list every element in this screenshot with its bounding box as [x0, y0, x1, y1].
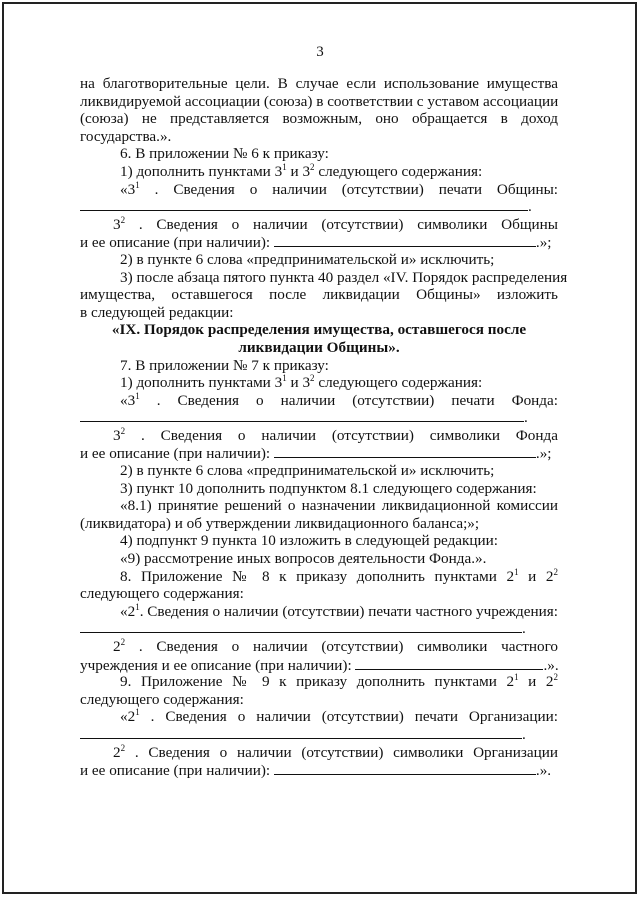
blank-field — [80, 726, 522, 739]
text: «2 — [120, 708, 136, 726]
text-line: в следующей редакции: — [80, 303, 234, 321]
text-line: 6. В приложении № 6 к приказу: — [120, 145, 329, 163]
text: «3 — [120, 180, 136, 198]
text: и ее описание (при наличии): — [80, 234, 271, 252]
text: следующего содержания: — [314, 374, 483, 392]
text-line: «9) рассмотрение иных вопросов деятельности Фонда.». — [120, 550, 487, 568]
text: . Сведения о наличии (отсутствии) символики Фонда — [140, 426, 558, 444]
fill-line: . — [80, 620, 558, 638]
blank-field — [274, 444, 536, 458]
text: . Сведения о наличии (отсутствии) печати частного учреждения: — [139, 602, 558, 620]
superscript: 2 — [120, 637, 126, 647]
superscript: 1 — [135, 707, 140, 718]
text-line: 7. В приложении № 7 к приказу: — [120, 356, 329, 374]
text: 3 — [113, 426, 121, 444]
text: . Сведения о наличии (отсутствии) печати Общины: — [154, 180, 558, 198]
text-line: (ликвидатора) и об утверждении ликвидационного баланса;»; — [80, 514, 480, 532]
text-line: и ее описание (при наличии): .»; — [80, 234, 552, 252]
text-line — [80, 392, 558, 410]
superscript: 1 — [282, 373, 287, 384]
superscript: 1 — [282, 161, 287, 172]
text: . Сведения о наличии (отсутствии) печати Организации: — [150, 708, 559, 726]
text: 1) дополнить пунктами 3 — [120, 162, 283, 180]
blank-field — [80, 620, 522, 633]
text-line — [80, 181, 558, 199]
superscript: 1 — [135, 601, 140, 612]
text-line: 2) в пункте 6 слова «предпринимательской и» исключить; — [120, 250, 495, 268]
fill-line: . — [80, 409, 558, 427]
text-line: ликвидируемой ассоциации (союза) в соответствии с уставом ассоциации — [80, 92, 559, 110]
text-line — [80, 374, 558, 392]
page-number: 3 — [316, 44, 324, 60]
text-line: 4) подпункт 9 пункта 10 изложить в следующей редакции: — [120, 532, 499, 550]
fill-line: . — [80, 198, 558, 216]
text-line — [80, 163, 558, 181]
superscript: 2 — [310, 373, 315, 384]
text: . Сведения о наличии (отсутствии) символики частного — [138, 638, 559, 655]
fill-line: . — [80, 726, 558, 744]
text-line — [80, 744, 558, 762]
text-line — [80, 427, 558, 445]
blank-field — [274, 233, 536, 247]
text-line: 3) после абзаца пятого пункта 40 раздел «IV. Порядок распределения — [120, 268, 568, 286]
text: 2 — [113, 743, 121, 761]
text-line — [80, 708, 558, 726]
text: и 3 — [286, 162, 311, 180]
text-line: государства.». — [80, 127, 172, 145]
text: учреждения и ее описание (при наличии): — [80, 656, 352, 674]
text: «3 — [120, 391, 136, 409]
text-line: имущества, оставшегося после ликвидации Общины» изложить — [80, 286, 558, 304]
blank-field — [80, 198, 528, 211]
superscript: 2 — [120, 214, 126, 225]
text: и ее описание (при наличии): — [80, 445, 271, 463]
text: 9. Приложение № 9 к приказу дополнить пунктами 2 — [120, 673, 515, 691]
text-line: «8.1) принятие решений о назначении ликвидационной комиссии — [120, 497, 558, 515]
superscript: 1 — [135, 179, 140, 190]
blank-field — [355, 656, 543, 670]
section-heading: ликвидации Общины». — [238, 338, 400, 356]
text-line: 3) пункт 10 дополнить подпунктом 8.1 следующего содержания: — [120, 479, 537, 497]
text-line: на благотворительные цели. В случае если использование имущества — [80, 75, 558, 92]
text-line: 2) в пункте 6 слова «предпринимательской и» исключить; — [120, 462, 495, 480]
text-line: учреждения и ее описание (при наличии): .». — [80, 656, 559, 674]
text: и ее описание (при наличии): — [80, 762, 271, 780]
text-line — [80, 638, 558, 656]
text-line — [80, 216, 558, 234]
text-line — [80, 673, 558, 691]
superscript: 1 — [514, 566, 519, 577]
superscript: 2 — [553, 672, 558, 683]
text-line: следующего содержания: — [80, 585, 244, 603]
text-line — [80, 603, 558, 621]
superscript: 2 — [120, 742, 126, 753]
superscript: 1 — [135, 390, 140, 401]
text-line: следующего содержания: — [80, 690, 244, 708]
text: и 2 — [518, 567, 554, 585]
superscript: 2 — [553, 566, 558, 577]
superscript: 2 — [310, 161, 315, 172]
text: «2 — [120, 602, 136, 620]
text: . Сведения о наличии (отсутствии) печати Фонда: — [156, 391, 558, 409]
text: . Сведения о наличии (отсутствии) символики Общины — [138, 215, 558, 233]
text: 8. Приложение № 8 к приказу дополнить пунктами 2 — [120, 567, 515, 585]
blank-field — [274, 761, 536, 775]
text-line: и ее описание (при наличии): .»; — [80, 445, 552, 463]
superscript: 2 — [120, 425, 126, 436]
text: 3 — [113, 215, 121, 233]
text: 2 — [113, 638, 121, 655]
text: и 2 — [518, 673, 554, 691]
document-body — [80, 75, 568, 780]
text: 1) дополнить пунктами 3 — [120, 374, 283, 392]
text-line: и ее описание (при наличии): .». — [80, 762, 552, 780]
text: и 3 — [286, 374, 311, 392]
superscript: 1 — [514, 672, 519, 683]
text-line — [80, 568, 558, 586]
text-line: (союза) не представляется возможным, оно обращается в доход — [80, 110, 558, 128]
section-heading: «IX. Порядок распределения имущества, оставшегося после — [111, 321, 527, 339]
text: . Сведения о наличии (отсутствии) символики Организации — [134, 743, 558, 761]
text: следующего содержания: — [314, 162, 483, 180]
blank-field — [80, 409, 524, 422]
